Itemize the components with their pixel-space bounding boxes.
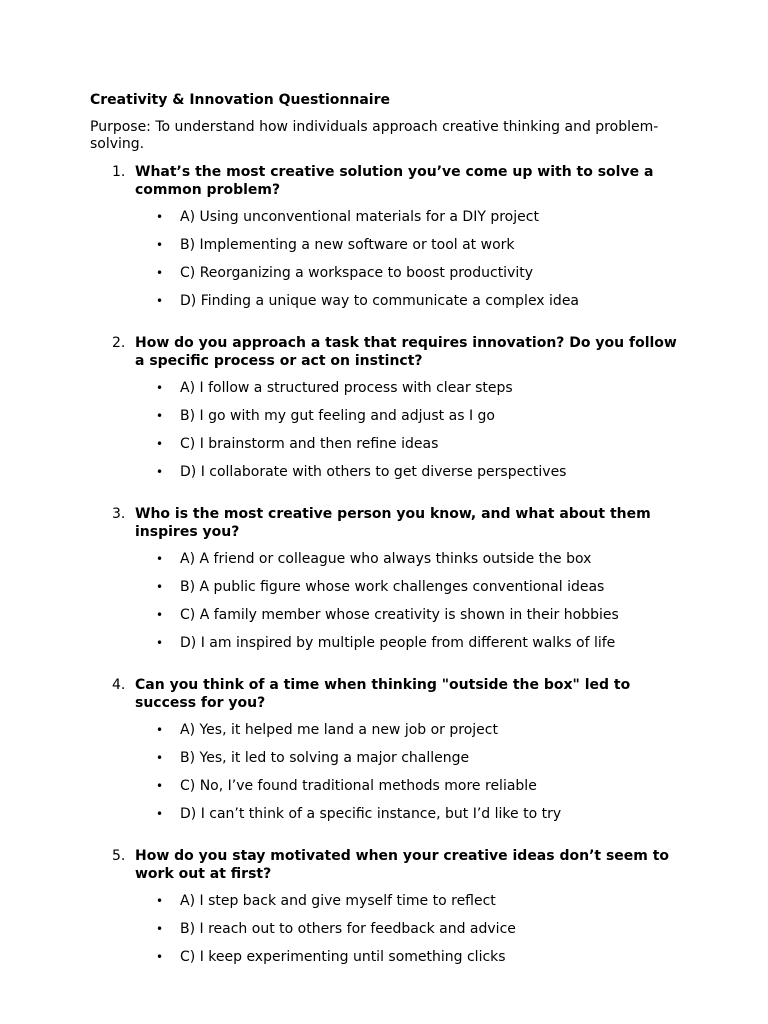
answer-option (135, 208, 680, 236)
answer-option (135, 721, 680, 749)
answer-option (135, 920, 680, 948)
answer-option (135, 805, 680, 833)
answer-option-text: C) A family member whose creativity is shown in their hobbies (180, 607, 619, 623)
document-page (90, 90, 680, 990)
bullet-icon: • (156, 210, 164, 224)
answer-option-text: D) Finding a unique way to communicate a complex idea (180, 293, 580, 309)
answer-option-text: B) Yes, it led to solving a major challenge (180, 750, 470, 766)
answer-options (135, 550, 680, 662)
purpose-text: Purpose: To understand how individuals approach creative thinking and problem-solving. (90, 119, 659, 152)
document-title: Creativity & Innovation Questionnaire (90, 92, 390, 108)
bullet-icon: • (156, 922, 164, 936)
answer-option (135, 749, 680, 777)
question-number: 3. (112, 506, 126, 522)
bullet-icon: • (156, 751, 164, 765)
answer-option (135, 948, 680, 976)
bullet-icon: • (156, 437, 164, 451)
answer-option-text: B) I go with my gut feeling and adjust as I go (180, 408, 495, 424)
question-item (90, 334, 680, 491)
bullet-icon: • (156, 608, 164, 622)
bullet-icon: • (156, 552, 164, 566)
answer-option (135, 578, 680, 606)
bullet-icon: • (156, 294, 164, 308)
question-number: 2. (112, 335, 126, 351)
answer-option-text: B) A public figure whose work challenges conventional ideas (180, 579, 605, 595)
answer-option-text: C) I keep experimenting until something clicks (180, 949, 506, 965)
answer-option-text: A) I step back and give myself time to reflect (180, 893, 496, 909)
bullet-icon: • (156, 636, 164, 650)
answer-option-text: B) I reach out to others for feedback and advice (180, 921, 516, 937)
answer-options (135, 721, 680, 833)
answer-option (135, 634, 680, 662)
question-item (90, 163, 680, 320)
bullet-icon: • (156, 580, 164, 594)
question-text: What’s the most creative solution you’ve come up with to solve a common problem? (135, 164, 654, 198)
answer-option (135, 379, 680, 407)
question-text: Can you think of a time when thinking "outside the box" led to success for you? (135, 677, 631, 711)
answer-option (135, 463, 680, 491)
bullet-icon: • (156, 465, 164, 479)
bullet-icon: • (156, 807, 164, 821)
question-number: 5. (112, 848, 126, 864)
answer-option-text: D) I am inspired by multiple people from different walks of life (180, 635, 616, 651)
answer-option-text: C) Reorganizing a workspace to boost productivity (180, 265, 534, 281)
answer-options (135, 379, 680, 491)
question-text: How do you stay motivated when your creative ideas don’t seem to work out at first? (135, 848, 670, 882)
answer-option (135, 407, 680, 435)
answer-option-text: A) A friend or colleague who always thinks outside the box (180, 551, 592, 567)
answer-option (135, 550, 680, 578)
answer-option (135, 264, 680, 292)
question-text: Who is the most creative person you know, and what about them inspires you? (135, 506, 651, 540)
bullet-icon: • (156, 894, 164, 908)
answer-option-text: B) Implementing a new software or tool at work (180, 237, 515, 253)
question-item (90, 847, 680, 976)
bullet-icon: • (156, 381, 164, 395)
answer-option (135, 606, 680, 634)
answer-options (135, 892, 680, 976)
answer-option-text: D) I can’t think of a specific instance, but I’d like to try (180, 806, 562, 822)
answer-option (135, 435, 680, 463)
answer-option-text: C) I brainstorm and then refine ideas (180, 436, 439, 452)
question-number: 4. (112, 677, 126, 693)
question-item (90, 676, 680, 833)
answer-option (135, 892, 680, 920)
bullet-icon: • (156, 950, 164, 964)
question-number: 1. (112, 164, 126, 180)
answer-option (135, 292, 680, 320)
bullet-icon: • (156, 409, 164, 423)
answer-option-text: A) Yes, it helped me land a new job or project (180, 722, 498, 738)
bullet-icon: • (156, 266, 164, 280)
question-text: How do you approach a task that requires innovation? Do you follow a specific process or act on instinct? (135, 335, 677, 369)
question-item (90, 505, 680, 662)
answer-option-text: A) Using unconventional materials for a DIY project (180, 209, 539, 225)
bullet-icon: • (156, 779, 164, 793)
answer-option (135, 236, 680, 264)
bullet-icon: • (156, 238, 164, 252)
answer-option (135, 777, 680, 805)
answer-option-text: C) No, I’ve found traditional methods more reliable (180, 778, 537, 794)
answer-option-text: A) I follow a structured process with clear steps (180, 380, 513, 396)
question-list (90, 163, 680, 976)
bullet-icon: • (156, 723, 164, 737)
answer-option-text: D) I collaborate with others to get diverse perspectives (180, 464, 567, 480)
answer-options (135, 208, 680, 320)
